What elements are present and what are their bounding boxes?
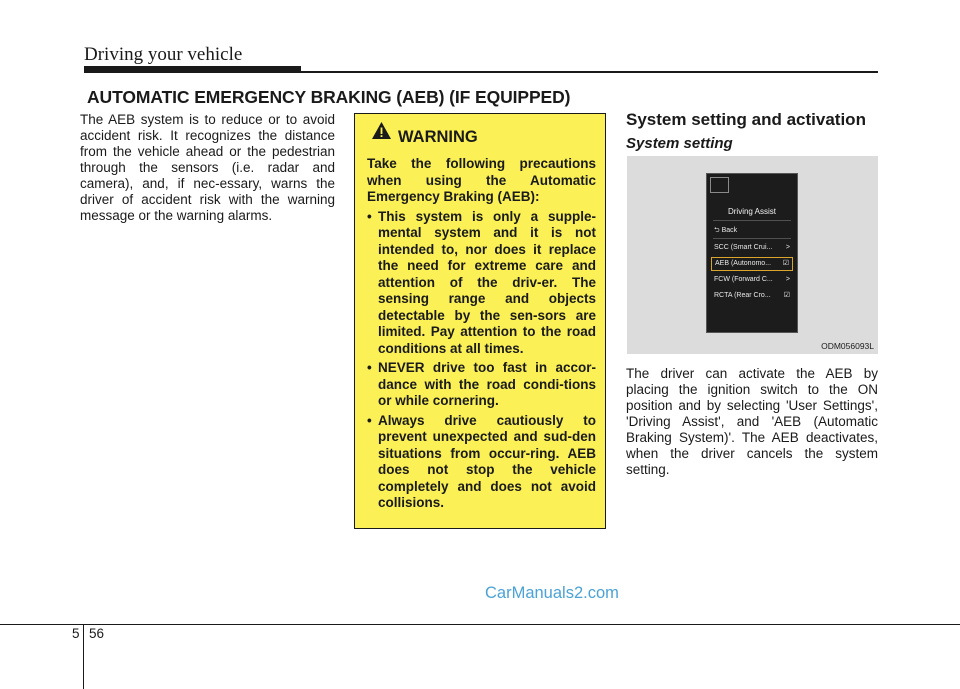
watermark-link[interactable]: CarManuals2.com — [485, 584, 619, 602]
system-setting-subheading: System setting — [626, 135, 733, 152]
bullet: • — [367, 208, 372, 224]
menu-item-label: Back — [721, 227, 738, 234]
menu-item-label: FCW (Forward C... — [714, 276, 773, 283]
warning-triangle-icon — [371, 121, 392, 140]
warning-item — [367, 209, 596, 358]
menu-item-scc — [711, 241, 793, 255]
system-setting-body: The driver can activate the AEB by placing the ignition switch to the ON position and by selecting 'User Settings', 'Driving Assist', and 'AEB (Automatic Braking System)'. The AEB deactivates, when the driver cancels the system setting. — [626, 366, 878, 477]
screen-divider — [713, 238, 791, 239]
chevron-right-icon: > — [785, 276, 790, 283]
warning-list — [367, 209, 596, 512]
menu-item-aeb — [711, 257, 793, 271]
footer-divider — [83, 624, 84, 689]
chevron-right-icon: > — [785, 244, 790, 251]
screen-divider — [713, 220, 791, 221]
menu-item-back — [711, 224, 793, 238]
menu-item-label: AEB (Autonomo... — [715, 260, 772, 267]
cluster-screen — [706, 173, 798, 333]
warning-title: WARNING — [398, 128, 478, 146]
chapter-title: Driving your vehicle — [84, 44, 243, 65]
screen-figure — [627, 156, 878, 354]
section-heading: AUTOMATIC EMERGENCY BRAKING (AEB) (IF EQUIPPED) — [87, 87, 571, 107]
warning-item-text: Always drive cautiously to prevent unexpected and sud-den situations from occur-ring. AEB does not stop the vehicle completely and does not avoid collisions. — [378, 412, 596, 510]
warning-box — [354, 113, 606, 529]
header-rule — [84, 71, 878, 73]
page-number: 56 — [89, 626, 105, 641]
warning-intro: Take the following precautions when using the Automatic Emergency Braking (AEB): — [367, 156, 596, 204]
warning-header — [367, 121, 596, 151]
screen-title: Driving Assist — [727, 207, 776, 216]
bullet: • — [367, 360, 372, 375]
menu-item-fcw — [711, 273, 793, 287]
menu-item-rcta — [711, 289, 793, 303]
bullet: • — [367, 412, 372, 428]
warning-item — [367, 360, 596, 410]
image-code: ODM056093L — [821, 341, 874, 351]
chapter-number: 5 — [72, 626, 80, 641]
menu-item-label: SCC (Smart Crui... — [714, 244, 773, 251]
checkbox-checked-icon: ☑ — [783, 292, 790, 299]
screen-icon-placeholder — [710, 177, 729, 193]
intro-paragraph: The AEB system is to reduce or to avoid accident risk. It recognizes the distance from the vehicle ahead or the pedestrian through the sensors (i.e. radar and camera), and, if nec-essary, warns the driver of accident risk with the warning message or the warning alarms. — [80, 112, 335, 223]
back-icon: ⮌ — [714, 227, 720, 234]
footer-rule — [0, 624, 960, 625]
warning-item — [367, 413, 596, 512]
warning-item-text: This system is only a supple-mental system and it is not intended to, nor does it replace the need for extreme care and attention of the driv-er. The sensing range and objects detectable by the sen-sors are limited. Pay attention to the road conditions at all times. — [378, 208, 596, 356]
warning-item-text: NEVER drive too fast in accor-dance with the road condi-tions or while cornering. — [378, 360, 596, 408]
menu-item-label: RCTA (Rear Cro... — [714, 292, 771, 299]
checkbox-checked-icon: ☑ — [782, 260, 789, 267]
system-setting-heading: System setting and activation — [626, 110, 866, 129]
